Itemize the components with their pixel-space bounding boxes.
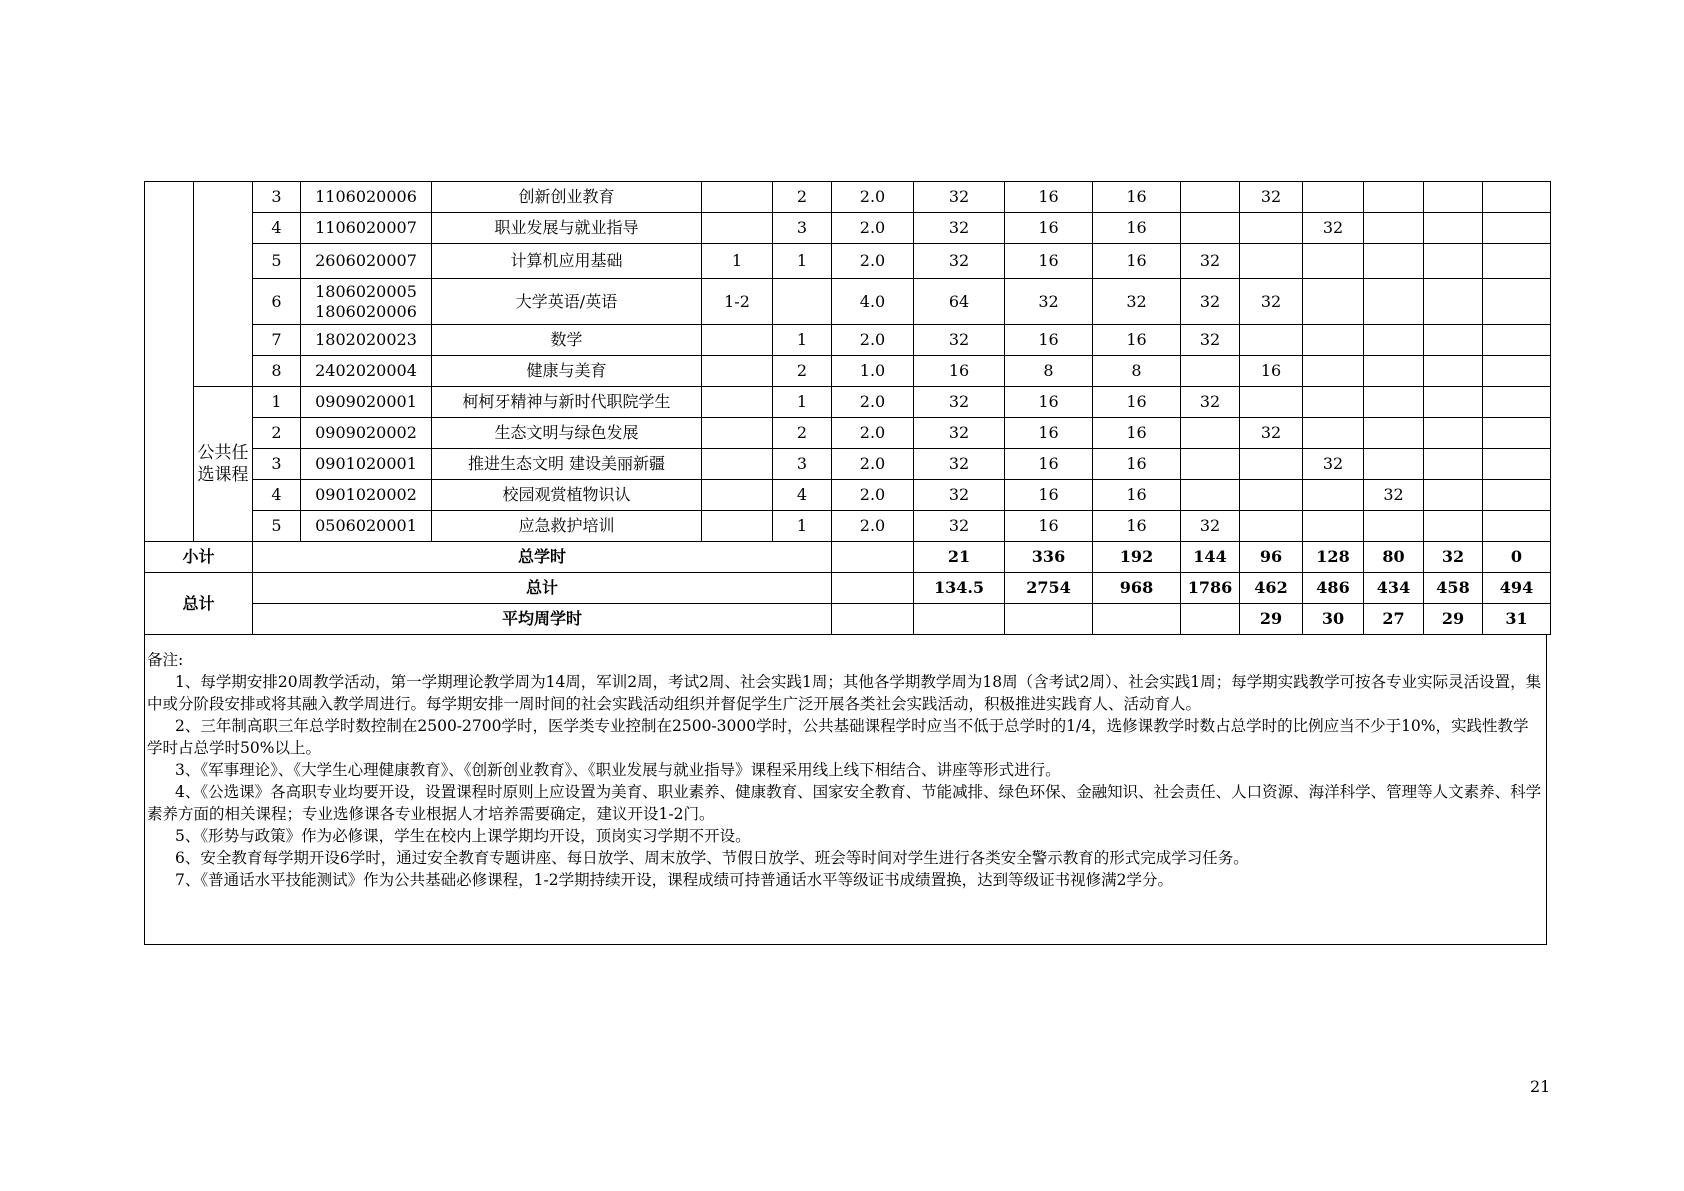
cell-practice: 8	[1093, 356, 1181, 387]
cell-check: 1	[773, 387, 832, 418]
cell-s2: 16	[1240, 356, 1303, 387]
cell-check: 2	[773, 356, 832, 387]
course-table	[144, 181, 1551, 635]
cell-s1	[1181, 480, 1240, 511]
table-row	[145, 244, 1551, 279]
cell-s1: 32	[1181, 279, 1240, 325]
cell-s3	[1303, 182, 1364, 213]
note-item: 1、每学期安排20周教学活动，第一学期理论教学周为14周，军训2周，考试2周、社会实践1周；其他各学期教学周为18周（含考试2周）、社会实践1周；每学期实践教学可按各专业实际灵活设置，集中或分阶段安排或将其融入教学周进行。每学期安排一周时间的社会实践活动组织并督促学生广泛开展各类社会实践活动，积极推进实践育人、活动育人。	[147, 673, 1542, 713]
cell-practice: 16	[1093, 418, 1181, 449]
weekly-hours-s3: 27	[1364, 604, 1424, 635]
cell-s4	[1364, 418, 1424, 449]
cell-code: 1806020005 1806020006	[301, 279, 432, 325]
cell-theory: 16	[1005, 213, 1093, 244]
cell-empty	[832, 573, 914, 604]
cell-s2	[1240, 325, 1303, 356]
cell-s5	[1424, 182, 1483, 213]
cell-total: 32	[914, 387, 1005, 418]
cell-s4	[1364, 356, 1424, 387]
cell-no: 7	[253, 325, 301, 356]
cell-practice: 32	[1093, 279, 1181, 325]
note-item: 7、《普通话水平技能测试》作为公共基础必修课程，1-2学期持续开设，课程成绩可持普通话水平等级证书成绩置换，达到等级证书视修满2学分。	[175, 871, 1173, 889]
cell-exam	[702, 213, 773, 244]
cell-s2	[1240, 480, 1303, 511]
cell-s4	[1364, 279, 1424, 325]
cell-empty	[832, 542, 914, 573]
cell-s4	[1364, 244, 1424, 279]
cell-credit: 2.0	[832, 325, 914, 356]
table-row	[145, 449, 1551, 480]
cell-no: 5	[253, 244, 301, 279]
course-plan-page	[144, 181, 1550, 957]
cell-s1: 32	[1181, 244, 1240, 279]
table-row	[145, 542, 1551, 573]
cell-empty	[1005, 604, 1093, 635]
cell-s5	[1424, 449, 1483, 480]
subtotal-total: 336	[1005, 542, 1093, 573]
subtotal-s4: 32	[1424, 542, 1483, 573]
subtotal-title: 总学时	[253, 542, 832, 573]
cell-name: 推进生态文明 建设美丽新疆	[432, 449, 702, 480]
cell-code: 0909020001	[301, 387, 432, 418]
subtotal-practice: 144	[1181, 542, 1240, 573]
cell-s6	[1483, 279, 1551, 325]
cell-total: 32	[914, 244, 1005, 279]
cell-s2	[1240, 511, 1303, 542]
cell-exam	[702, 480, 773, 511]
cell-s6	[1483, 511, 1551, 542]
cell-theory: 16	[1005, 325, 1093, 356]
table-row	[145, 418, 1551, 449]
weekly-hours-s4: 29	[1424, 604, 1483, 635]
cell-no: 1	[253, 387, 301, 418]
cell-s6	[1483, 182, 1551, 213]
cell-s4	[1364, 511, 1424, 542]
cell-s4	[1364, 449, 1424, 480]
cell-s4	[1364, 325, 1424, 356]
cell-s2	[1240, 244, 1303, 279]
cell-s5	[1424, 356, 1483, 387]
cell-total: 32	[914, 418, 1005, 449]
cell-s3	[1303, 418, 1364, 449]
note-item: 3、《军事理论》、《大学生心理健康教育》、《创新创业教育》、《职业发展与就业指导》课程采用线上线下相结合、讲座等形式进行。	[175, 761, 1061, 779]
cell-s1	[1181, 449, 1240, 480]
cell-s1: 32	[1181, 511, 1240, 542]
course-table-body	[145, 182, 1551, 635]
cell-exam	[702, 511, 773, 542]
cell-name: 柯柯牙精神与新时代职院学生	[432, 387, 702, 418]
grand-total-s1: 462	[1240, 573, 1303, 604]
cell-theory: 16	[1005, 244, 1093, 279]
cell-name: 创新创业教育	[432, 182, 702, 213]
cell-check	[773, 279, 832, 325]
table-row	[145, 356, 1551, 387]
cell-credit: 2.0	[832, 244, 914, 279]
cell-s3	[1303, 325, 1364, 356]
cell-practice: 16	[1093, 449, 1181, 480]
subtotal-s1: 96	[1240, 542, 1303, 573]
cell-credit: 2.0	[832, 182, 914, 213]
cell-s5	[1424, 325, 1483, 356]
category-cell	[145, 182, 194, 542]
cell-total: 32	[914, 511, 1005, 542]
subtotal-label: 小计	[145, 542, 253, 573]
cell-s3	[1303, 511, 1364, 542]
grand-total-total: 2754	[1005, 573, 1093, 604]
cell-s3	[1303, 244, 1364, 279]
cell-practice: 16	[1093, 213, 1181, 244]
cell-s5	[1424, 387, 1483, 418]
grand-total-credit: 134.5	[914, 573, 1005, 604]
cell-name: 应急救护培训	[432, 511, 702, 542]
cell-total: 32	[914, 182, 1005, 213]
cell-theory: 16	[1005, 511, 1093, 542]
table-row	[145, 511, 1551, 542]
subcategory-cell	[194, 182, 253, 387]
cell-empty	[1093, 604, 1181, 635]
cell-empty	[1181, 604, 1240, 635]
cell-s2: 32	[1240, 418, 1303, 449]
cell-s6	[1483, 325, 1551, 356]
cell-practice: 16	[1093, 325, 1181, 356]
cell-s3	[1303, 480, 1364, 511]
cell-s2	[1240, 387, 1303, 418]
grand-total-s2: 486	[1303, 573, 1364, 604]
cell-s3	[1303, 356, 1364, 387]
cell-name: 计算机应用基础	[432, 244, 702, 279]
cell-s6	[1483, 213, 1551, 244]
cell-no: 3	[253, 182, 301, 213]
cell-no: 6	[253, 279, 301, 325]
cell-s2: 32	[1240, 182, 1303, 213]
cell-exam: 1	[702, 244, 773, 279]
cell-credit: 2.0	[832, 511, 914, 542]
cell-no: 3	[253, 449, 301, 480]
cell-theory: 16	[1005, 387, 1093, 418]
cell-s4	[1364, 387, 1424, 418]
table-row	[145, 604, 1551, 635]
cell-name: 职业发展与就业指导	[432, 213, 702, 244]
cell-check: 1	[773, 325, 832, 356]
subtotal-s3: 80	[1364, 542, 1424, 573]
cell-total: 32	[914, 213, 1005, 244]
cell-credit: 2.0	[832, 418, 914, 449]
cell-code: 0506020001	[301, 511, 432, 542]
cell-no: 4	[253, 480, 301, 511]
cell-s1	[1181, 418, 1240, 449]
cell-code: 0909020002	[301, 418, 432, 449]
weekly-hours-s5: 31	[1483, 604, 1551, 635]
cell-exam: 1-2	[702, 279, 773, 325]
cell-no: 5	[253, 511, 301, 542]
subtotal-theory: 192	[1093, 542, 1181, 573]
cell-s6	[1483, 244, 1551, 279]
cell-theory: 32	[1005, 279, 1093, 325]
cell-practice: 16	[1093, 387, 1181, 418]
cell-name: 大学英语/英语	[432, 279, 702, 325]
cell-check: 1	[773, 511, 832, 542]
cell-credit: 2.0	[832, 387, 914, 418]
cell-exam	[702, 387, 773, 418]
cell-total: 64	[914, 279, 1005, 325]
weekly-hours-title: 平均周学时	[253, 604, 832, 635]
cell-practice: 16	[1093, 480, 1181, 511]
cell-credit: 2.0	[832, 213, 914, 244]
cell-code: 1802020023	[301, 325, 432, 356]
cell-s3	[1303, 387, 1364, 418]
cell-credit: 1.0	[832, 356, 914, 387]
cell-check: 1	[773, 244, 832, 279]
table-row	[145, 480, 1551, 511]
cell-no: 8	[253, 356, 301, 387]
note-item: 4、《公选课》各高职专业均要开设，设置课程时原则上应设置为美育、职业素养、健康教育、国家安全教育、节能减排、绿色环保、金融知识、社会责任、人口资源、海洋科学、管理等人文素养、科学素养方面的相关课程；专业选修课各专业根据人才培养需要确定，建议开设1-2门。	[147, 783, 1542, 823]
cell-code: 1106020006	[301, 182, 432, 213]
cell-s4	[1364, 213, 1424, 244]
cell-empty	[832, 604, 914, 635]
cell-theory: 16	[1005, 480, 1093, 511]
table-row	[145, 213, 1551, 244]
cell-total: 32	[914, 449, 1005, 480]
grand-total-s5: 494	[1483, 573, 1551, 604]
cell-s1	[1181, 182, 1240, 213]
cell-s5	[1424, 279, 1483, 325]
cell-exam	[702, 182, 773, 213]
cell-name: 校园观赏植物识认	[432, 480, 702, 511]
weekly-hours-s2: 30	[1303, 604, 1364, 635]
cell-s5	[1424, 511, 1483, 542]
cell-theory: 16	[1005, 449, 1093, 480]
cell-check: 2	[773, 418, 832, 449]
cell-s4: 32	[1364, 480, 1424, 511]
grand-total-practice: 1786	[1181, 573, 1240, 604]
cell-theory: 16	[1005, 418, 1093, 449]
cell-check: 2	[773, 182, 832, 213]
cell-practice: 16	[1093, 511, 1181, 542]
cell-check: 3	[773, 449, 832, 480]
subtotal-s5: 0	[1483, 542, 1551, 573]
cell-exam	[702, 449, 773, 480]
cell-s6	[1483, 418, 1551, 449]
cell-s6	[1483, 480, 1551, 511]
table-row	[145, 573, 1551, 604]
grand-total-s4: 458	[1424, 573, 1483, 604]
cell-practice: 16	[1093, 182, 1181, 213]
cell-s1: 32	[1181, 325, 1240, 356]
cell-code: 2606020007	[301, 244, 432, 279]
cell-exam	[702, 356, 773, 387]
cell-s3: 32	[1303, 449, 1364, 480]
cell-code: 2402020004	[301, 356, 432, 387]
table-row	[145, 279, 1551, 325]
cell-no: 2	[253, 418, 301, 449]
cell-s1	[1181, 356, 1240, 387]
cell-credit: 4.0	[832, 279, 914, 325]
cell-s6	[1483, 356, 1551, 387]
subcategory-public-elective: 公共任 选课程	[194, 387, 253, 542]
cell-exam	[702, 325, 773, 356]
table-row	[145, 182, 1551, 213]
cell-check: 4	[773, 480, 832, 511]
cell-credit: 2.0	[832, 449, 914, 480]
cell-s2	[1240, 449, 1303, 480]
table-row	[145, 325, 1551, 356]
cell-empty	[914, 604, 1005, 635]
cell-no: 4	[253, 213, 301, 244]
cell-s3: 32	[1303, 213, 1364, 244]
cell-code: 0901020001	[301, 449, 432, 480]
cell-s2	[1240, 213, 1303, 244]
cell-total: 32	[914, 480, 1005, 511]
cell-s4	[1364, 182, 1424, 213]
cell-s5	[1424, 244, 1483, 279]
table-row	[145, 387, 1551, 418]
weekly-hours-s1: 29	[1240, 604, 1303, 635]
page-number: 21	[1530, 1077, 1551, 1096]
cell-exam	[702, 418, 773, 449]
cell-s2: 32	[1240, 279, 1303, 325]
note-item: 6、安全教育每学期开设6学时，通过安全教育专题讲座、每日放学、周末放学、节假日放学、班会等时间对学生进行各类安全警示教育的形式完成学习任务。	[175, 849, 1249, 867]
cell-s1	[1181, 213, 1240, 244]
cell-name: 健康与美育	[432, 356, 702, 387]
cell-check: 3	[773, 213, 832, 244]
cell-s5	[1424, 418, 1483, 449]
notes-heading: 备注:	[147, 651, 184, 669]
cell-s5	[1424, 480, 1483, 511]
cell-name: 数学	[432, 325, 702, 356]
cell-name: 生态文明与绿色发展	[432, 418, 702, 449]
grand-total-s3: 434	[1364, 573, 1424, 604]
cell-credit: 2.0	[832, 480, 914, 511]
cell-theory: 16	[1005, 182, 1093, 213]
cell-practice: 16	[1093, 244, 1181, 279]
grand-total-theory: 968	[1093, 573, 1181, 604]
cell-s6	[1483, 449, 1551, 480]
cell-code: 0901020002	[301, 480, 432, 511]
subtotal-credit: 21	[914, 542, 1005, 573]
cell-code: 1106020007	[301, 213, 432, 244]
grand-total-title: 总计	[253, 573, 832, 604]
cell-s6	[1483, 387, 1551, 418]
cell-total: 16	[914, 356, 1005, 387]
note-item: 5、《形势与政策》作为必修课，学生在校内上课学期均开设，顶岗实习学期不开设。	[175, 827, 751, 845]
notes-section	[144, 635, 1547, 945]
cell-s3	[1303, 279, 1364, 325]
note-item: 2、三年制高职三年总学时数控制在2500-2700学时，医学类专业控制在2500-3000学时，公共基础课程学时应当不低于总学时的1/4，选修课教学时数占总学时的比例应当不少于10%，实践性教学学时占总学时50%以上。	[147, 717, 1529, 757]
subtotal-s2: 128	[1303, 542, 1364, 573]
cell-s5	[1424, 213, 1483, 244]
cell-s1: 32	[1181, 387, 1240, 418]
cell-total: 32	[914, 325, 1005, 356]
cell-theory: 8	[1005, 356, 1093, 387]
grand-total-label: 总计	[145, 573, 253, 635]
